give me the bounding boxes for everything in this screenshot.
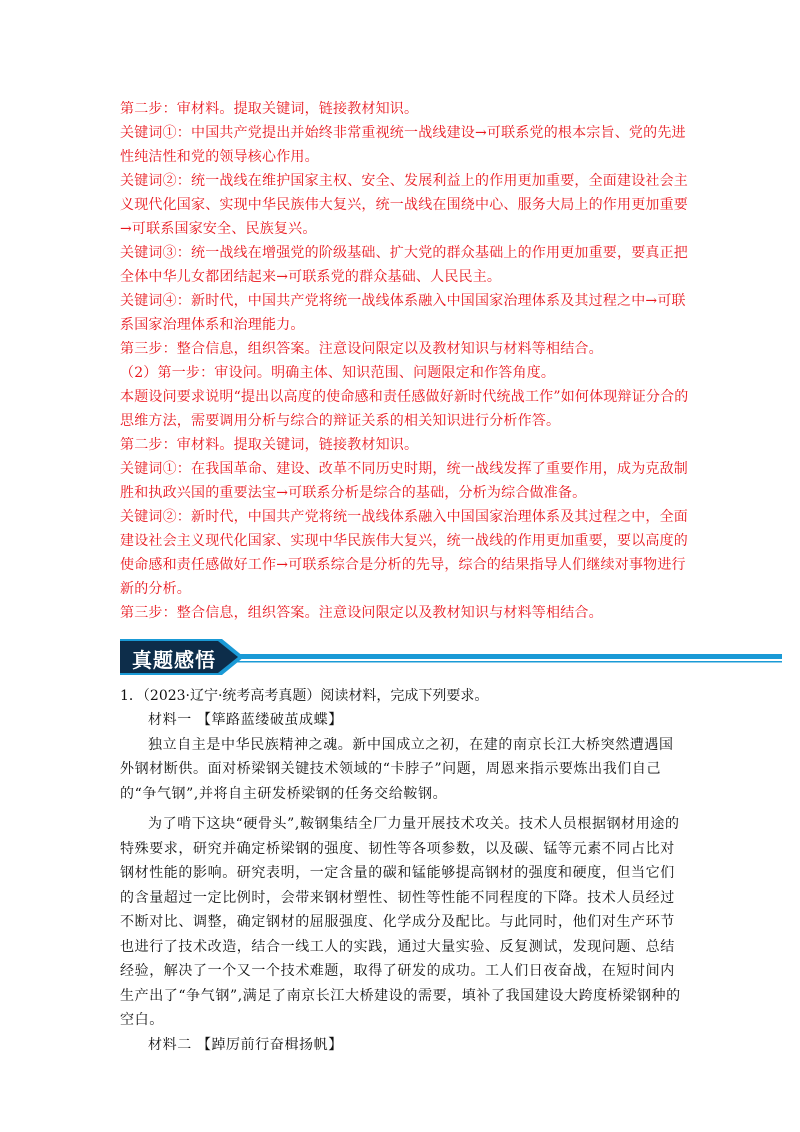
material-paragraph: 为了啃下这块“硬骨头”,鞍钢集结全厂力量开展技术攻关。技术人员根据钢材用途的特殊要求，研究并确定桥梁钢的强度、韧性等各项参数，以及碳、锰等元素不同占比对钢材性能的影响。研究表明，一定含量的碳和锰能够提高钢材的强度和硬度，但当它们的含量超过一定比例时，会带来钢材塑性、韧性等性能不同程度的下降。技术人员经过不断对比、调整，确定钢材的屈服强度、化学成分及配比。与此同时，他们对生产环节也进行了技术改造，结合一线工人的实践，通过大量实验、反复测试，发现问题、总结经验，解决了一个又一个技术难题，取得了研发的成功。工人们日夜奋战，在短时间内生产出了“争气钢”,满足了南京长江大桥建设的需要，填补了我国建设大跨度桥梁钢种的空白。 xyxy=(120,816,681,1028)
analysis-line: （2）第一步：审设问。明确主体、知识范围、问题限定和作答角度。 xyxy=(120,365,556,381)
material-paragraph: 独立自主是中华民族精神之魂。新中国成立之初，在建的南京长江大桥突然遭遇国外钢材断供。面对桥梁钢关键技术领域的“卡脖子”问题，周恩来指示要炼出我们自己的“争气钢”,并将自主研发桥梁钢的任务交给鞍钢。 xyxy=(120,736,674,802)
material-2-heading: 材料二 【踔厉前行奋楫扬帆】 xyxy=(148,1036,343,1053)
analysis-line: 关键词④：新时代，中国共产党将统一战线体系融入中国国家治理体系及其过程之中→可联系国家治理体系和治理能力。 xyxy=(120,293,686,333)
analysis-line: 关键词①：在我国革命、建设、改革不同历史时期，统一战线发挥了重要作用，成为克敌制胜和执政兴国的重要法宝→可联系分析是综合的基础，分析为综合做准备。 xyxy=(120,461,688,501)
analysis-line: 关键词①：中国共产党提出并始终非常重视统一战线建设→可联系党的根本宗旨、党的先进性纯洁性和党的领导核心作用。 xyxy=(120,125,686,165)
material-section xyxy=(120,708,686,1057)
material-1-heading: 材料一 【筚路蓝缕破茧成蝶】 xyxy=(148,712,343,728)
analysis-line: 关键词②：统一战线在维护国家主权、安全、发展利益上的作用更加重要，全面建设社会主义现代化国家、实现中华民族伟大复兴，统一战线在围绕中心、服务大局上的作用更加重要→可联系国家安全、民族复兴。 xyxy=(120,173,688,237)
analysis-line: 本题设问要求说明“提出以高度的使命感和责任感做好新时代统战工作”如何体现辩证分合的思维方法，需要调用分析与综合的辩证关系的相关知识进行分析作答。 xyxy=(120,389,689,429)
analysis-line: 第三步：整合信息，组织答案。注意设问限定以及教材知识与材料等相结合。 xyxy=(120,341,603,357)
analysis-line: 关键词②：新时代，中国共产党将统一战线体系融入中国国家治理体系及其过程之中，全面建设社会主义现代化国家、实现中华民族伟大复兴，统一战线的作用更加重要，要以高度的使命感和责任感做好工作→可联系综合是分析的先导，综合的结果指导人们继续对事物进行新的分析。 xyxy=(120,509,688,597)
analysis-line: 第二步：审材料。提取关键词，链接教材知识。 xyxy=(120,437,419,453)
question-prompt: 1．（2023·辽宁·统考高考真题）阅读材料，完成下列要求。 xyxy=(120,688,489,704)
analysis-line: 关键词③：统一战线在增强党的阶级基础、扩大党的群众基础上的作用更加重要，要真正把全体中华儿女都团结起来→可联系党的群众基础、人民民主。 xyxy=(120,245,688,285)
analysis-line: 第三步：整合信息，组织答案。注意设问限定以及教材知识与材料等相结合。 xyxy=(120,605,603,621)
banner-shape-icon xyxy=(120,637,782,677)
section-banner xyxy=(120,637,782,677)
section-title: 真题感悟 xyxy=(132,648,216,672)
analysis-line: 第二步：审材料。提取关键词，链接教材知识。 xyxy=(120,101,419,117)
answer-analysis xyxy=(120,97,690,625)
